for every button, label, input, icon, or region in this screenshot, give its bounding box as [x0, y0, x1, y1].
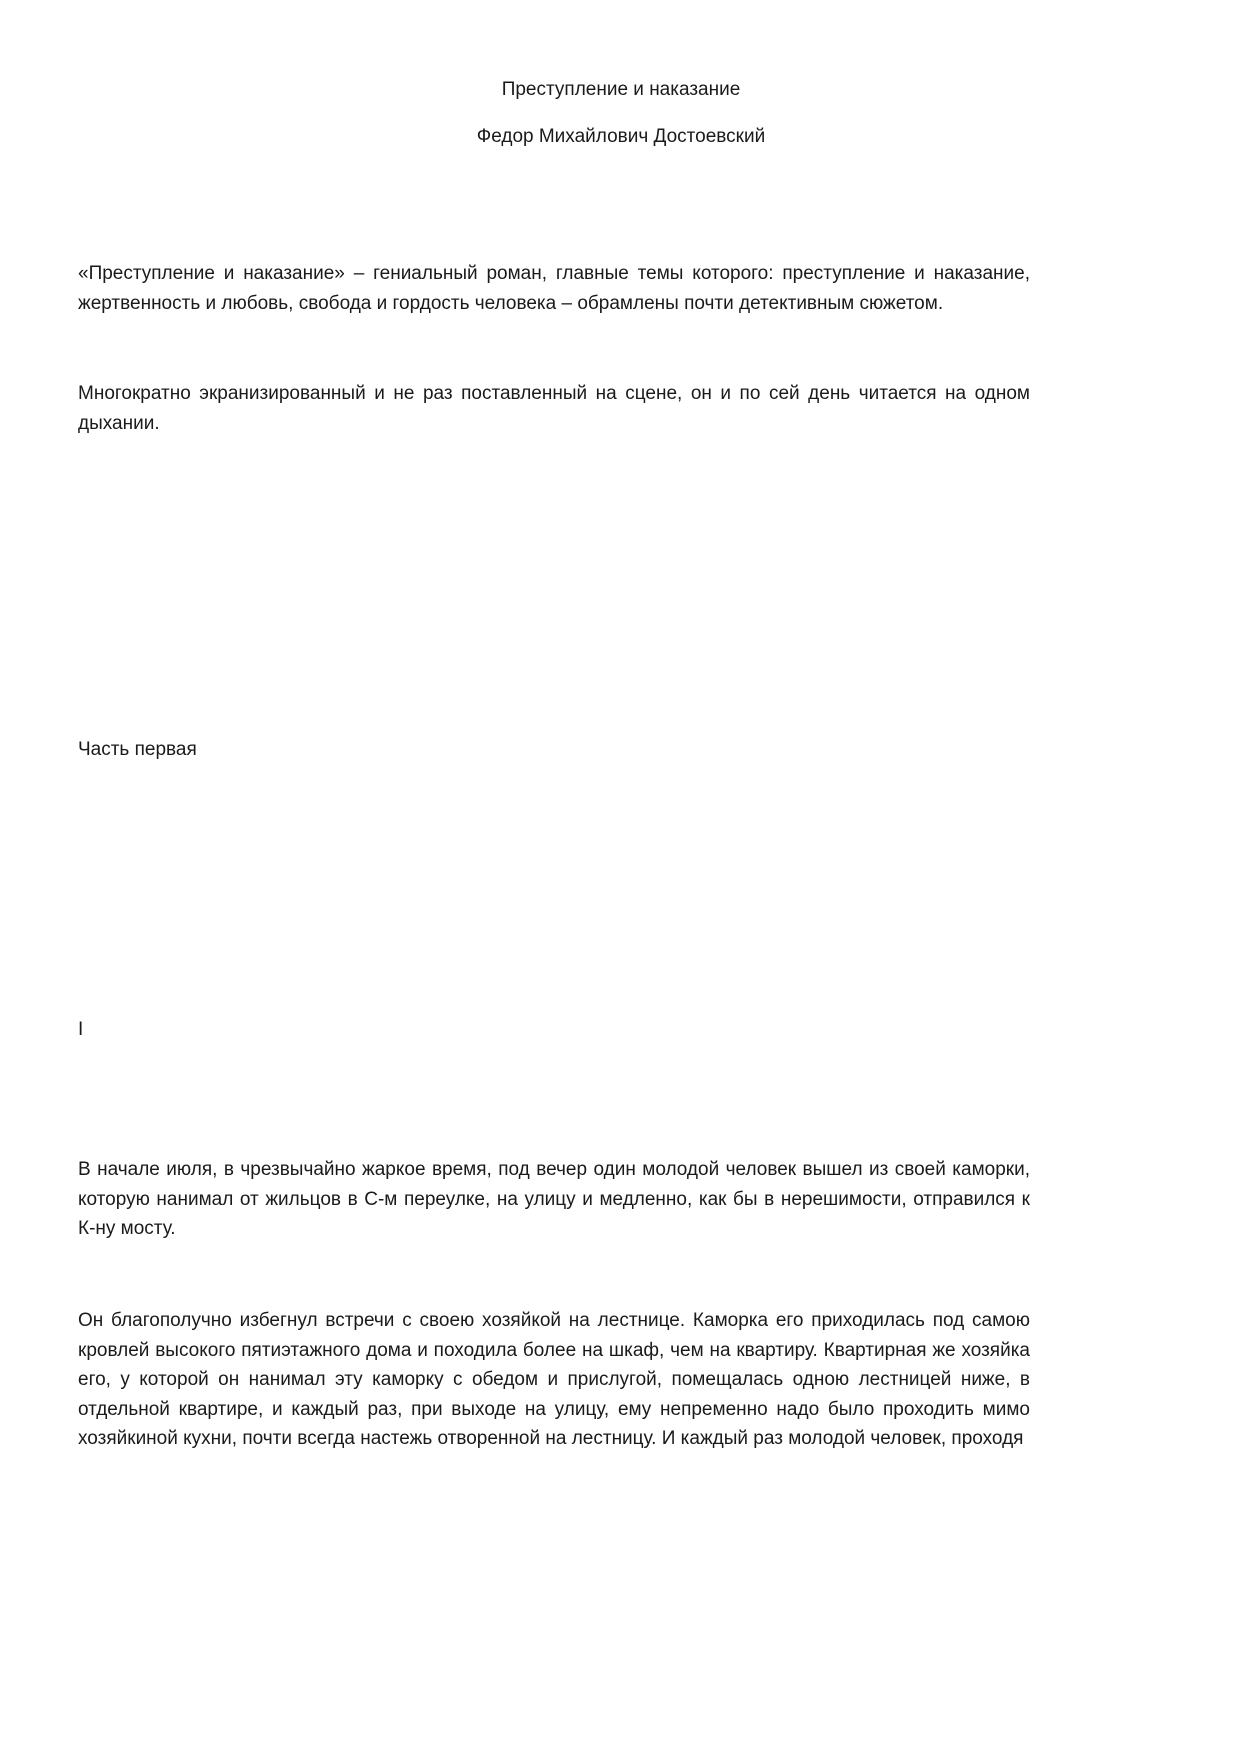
annotation-paragraph: Многократно экранизированный и не раз поставленный на сцене, он и по сей день читается на одном дыхании.: [78, 383, 1030, 434]
book-author: Федор Михайлович Достоевский: [476, 126, 766, 147]
book-title: Преступление и наказание: [501, 79, 741, 100]
chapter-heading: I: [78, 1019, 84, 1040]
part-heading: Часть первая: [78, 739, 197, 760]
body-paragraph: Он благополучно избегнул встречи с своею хозяйкой на лестнице. Каморка его приходилась под самою кровлей высокого пятиэтажного дома и походила более на шкаф, чем на квартиру. Квартирная же хозяйка его, у которой он нанимал эту каморку с обедом и прислугой, помещалась одною лестницей ниже, в отдельной квартире, и каждый раз, при выходе на улицу, ему непременно надо было проходить мимо хозяйкиной кухни, почти всегда настежь отворенной на лестницу. И каждый раз молодой человек, проходя: [78, 1310, 1030, 1449]
annotation-paragraph: «Преступление и наказание» – гениальный роман, главные темы которого: преступление и наказание, жертвенность и любовь, свобода и гордость человека – обрамлены почти детективным сюжетом.: [78, 263, 1030, 314]
body-paragraph: В начале июля, в чрезвычайно жаркое время, под вечер один молодой человек вышел из своей каморки, которую нанимал от жильцов в С-м переулке, на улицу и медленно, как бы в нерешимости, отправился к К-ну мосту.: [78, 1159, 1030, 1239]
